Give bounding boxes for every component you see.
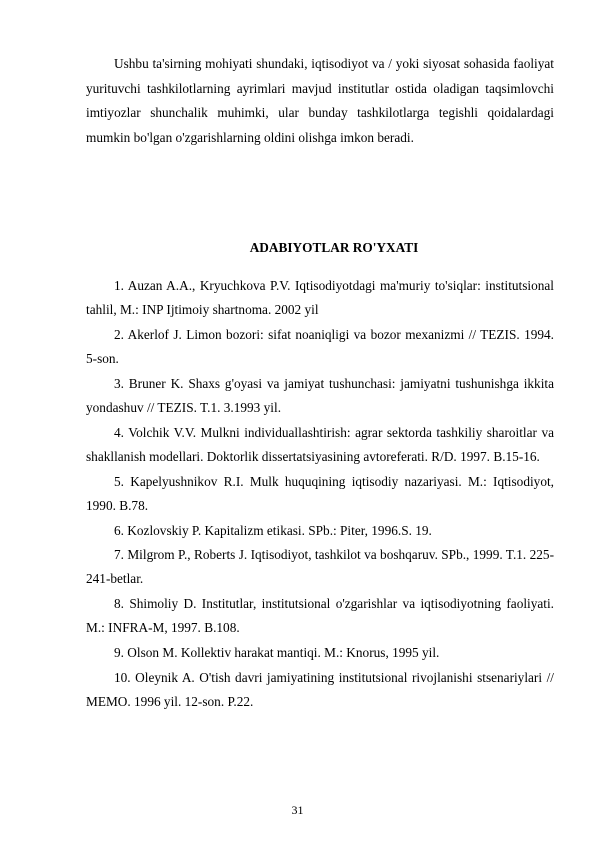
page-number: 31 [291, 803, 304, 817]
references-heading: ADABIYOTLAR RO'YXATI [249, 240, 419, 255]
reference-item: 8. Shimoliy D. Institutlar, institutsional o'zgarishlar va iqtisodiyotning faoliyati. M.: INFRA-M, 1997. B.108. [86, 596, 554, 636]
reference-item: 4. Volchik V.V. Mulkni individuallashtirish: agrar sektorda tashkiliy sharoitlar va shakllanish modellari. Doktorlik dissertatsiyasining avtoreferati. R/D. 1997. B.15-16. [86, 424, 554, 464]
reference-item: 2. Akerlof J. Limon bozori: sifat noaniqligi va bozor mexanizmi // TEZIS. 1994. 5-son. [86, 326, 554, 367]
reference-item: 3. Bruner K. Shaxs g'oyasi va jamiyat tushunchasi: jamiyatni tushunishga ikkita yondashuv // TEZIS. T.1. 3.1993 yil. [86, 375, 554, 416]
reference-item: 6. Kozlovskiy P. Kapitalizm etikasi. SPb.: Piter, 1996.S. 19. [114, 522, 432, 538]
reference-item: 1. Auzan A.A., Kryuchkova P.V. Iqtisodiyotdagi ma'muriy to'siqlar: institutsional tahlil, M.: INP Ijtimoiy shartnoma. 2002 yil [86, 278, 554, 318]
reference-item: 9. Olson M. Kollektiv harakat mantiqi. M.: Knorus, 1995 yil. [114, 645, 440, 661]
reference-item: 7. Milgrom P., Roberts J. Iqtisodiyot, tashkilot va boshqaruv. SPb., 1999. T.1. 225-241-betlar. [86, 547, 554, 587]
reference-item: 10. Oleynik A. O'tish davri jamiyatining institutsional rivojlanishi stsenariylari // MEMO. 1996 yil. 12-son. P.22. [86, 669, 554, 709]
references-list [86, 274, 554, 715]
body-paragraph: Ushbu ta'sirning mohiyati shundaki, iqtisodiyot va / yoki siyosat sohasida faoliyat yurituvchi tashkilotlarning ayrimlari mavjud institutlar ostida oladigan taqsimlovchi imtiyozlar shunchalik muhimki, ular bunday tashkilotlarga tegishli qoidalardagi mumkin bo'lgan o'zgarishlarning oldini olishga imkon beradi. [86, 56, 554, 145]
reference-item: 5. Kapelyushnikov R.I. Mulk huquqining iqtisodiy nazariyasi. M.: Iqtisodiyot, 1990. B.78. [86, 473, 554, 513]
